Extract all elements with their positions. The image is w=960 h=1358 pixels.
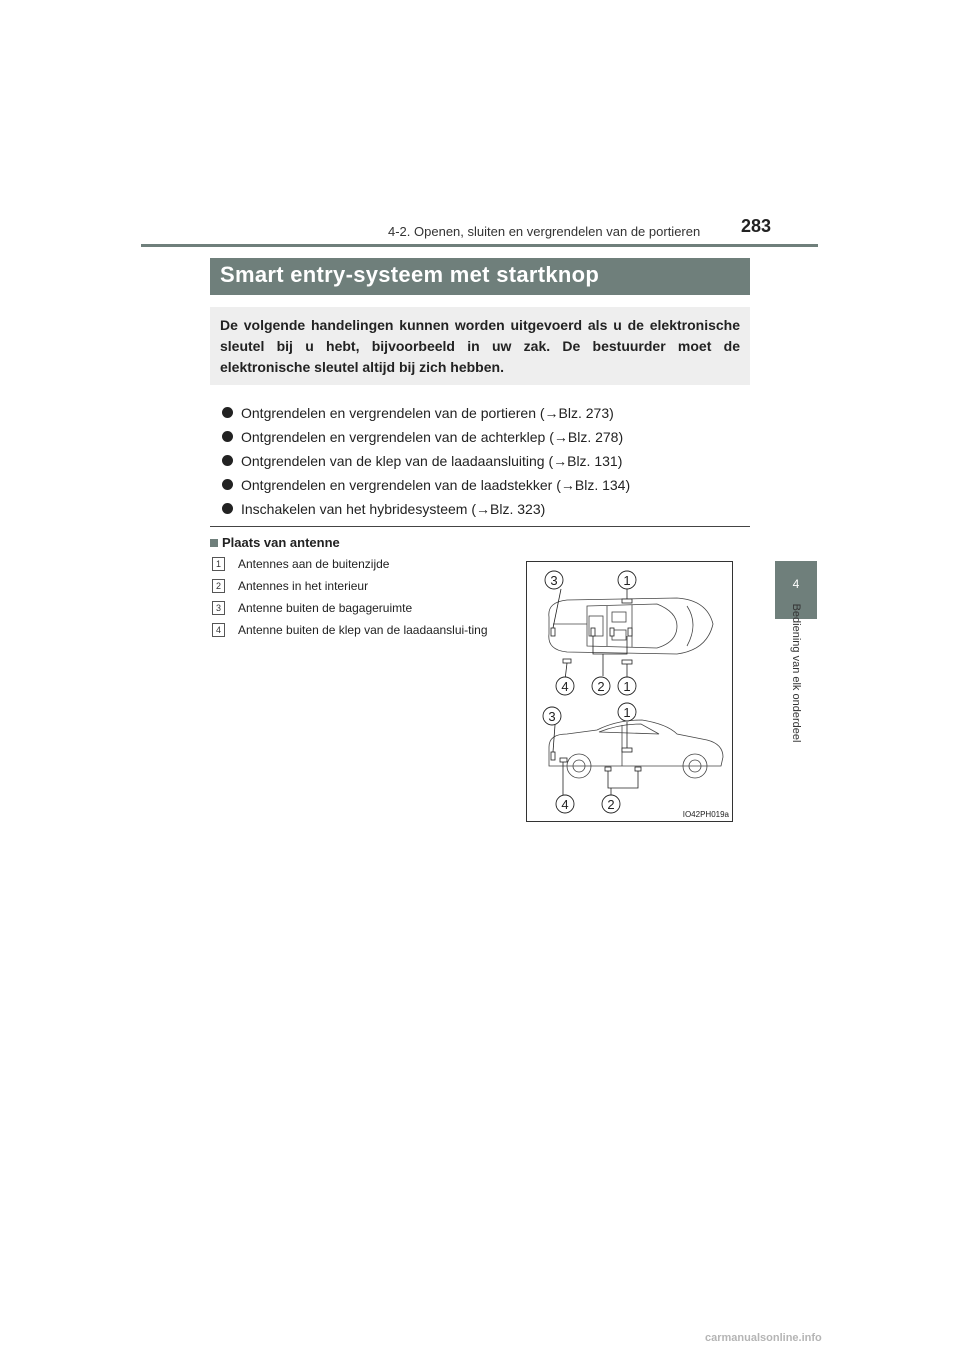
bullet-icon [222, 455, 233, 466]
callout-label: 3 [548, 709, 556, 724]
watermark: carmanualsonline.info [705, 1332, 822, 1344]
callout-2 [592, 677, 610, 695]
section-title-bar [210, 258, 750, 295]
header-divider [141, 244, 818, 247]
list-item [222, 449, 742, 473]
intro-box [210, 307, 750, 385]
section-title: Smart entry-systeem met startknop [220, 262, 600, 287]
callout-1 [618, 677, 636, 695]
callout-label: 4 [561, 679, 569, 694]
chapter-title: Bediening van elk onderdeel [790, 603, 802, 743]
bullet-icon [222, 503, 233, 514]
callout-label: 2 [597, 679, 605, 694]
section-divider [210, 526, 750, 527]
list-item [222, 473, 742, 497]
list-item [222, 497, 742, 521]
bullet-icon [222, 407, 233, 418]
subsection-heading [210, 535, 340, 550]
car-top-view [549, 598, 713, 654]
feature-list [222, 401, 742, 521]
callout-1 [618, 571, 636, 589]
antenna-location-figure [526, 561, 733, 822]
legend-number: 3 [212, 601, 225, 615]
legend-item [212, 557, 507, 571]
callout-2 [602, 795, 620, 813]
intro-text: De volgende handelingen kunnen worden uitgevoerd als u de elektronische sleutel bij u hebt, bijvoorbeeld in uw zak. De bestuurder moet de elektronische sleutel altijd bij zich hebben. [220, 317, 740, 375]
callout-3 [545, 571, 563, 589]
subsection-heading-text: Plaats van antenne [222, 535, 340, 550]
list-item-text: Ontgrendelen en vergrendelen van de achterklep (→Blz. 278) [241, 429, 624, 445]
legend-text: Antenne buiten de bagageruimte [238, 601, 413, 615]
callout-3 [543, 707, 561, 725]
list-item-text: Inschakelen van het hybridesysteem (→Blz. 323) [241, 501, 546, 517]
chapter-tab: 4 [775, 561, 817, 619]
antenna-markers-side [551, 748, 641, 771]
bullet-icon [222, 479, 233, 490]
legend-item [212, 601, 507, 615]
callout-4 [556, 677, 574, 695]
legend-number: 4 [212, 623, 225, 637]
car-diagram [527, 562, 732, 821]
legend-text: Antennes in het interieur [238, 579, 369, 593]
callout-1 [618, 703, 636, 721]
figure-code: IO42PH019a [682, 810, 729, 819]
list-item [222, 401, 742, 425]
antenna-legend [212, 557, 507, 645]
list-item [222, 425, 742, 449]
legend-text: Antennes aan de buitenzijde [238, 557, 390, 571]
legend-text: Antenne buiten de klep van de laadaanslui-ting [238, 623, 488, 637]
list-item-text: Ontgrendelen van de klep van de laadaansluiting (→Blz. 131) [241, 453, 623, 469]
legend-number: 1 [212, 557, 225, 571]
legend-item [212, 623, 507, 637]
callout-label: 2 [607, 797, 615, 812]
legend-item [212, 579, 507, 593]
page-number: 283 [741, 216, 772, 236]
bullet-icon [222, 431, 233, 442]
callout-4 [556, 795, 574, 813]
callout-label: 1 [623, 573, 631, 588]
list-item-text: Ontgrendelen en vergrendelen van de portieren (→Blz. 273) [241, 405, 614, 421]
chapter-tab-label [775, 603, 817, 763]
legend-number: 2 [212, 579, 225, 593]
square-bullet-icon [210, 539, 218, 547]
callout-label: 1 [623, 679, 631, 694]
list-item-text: Ontgrendelen en vergrendelen van de laadstekker (→Blz. 134) [241, 477, 631, 493]
callout-label: 1 [623, 705, 631, 720]
callout-label: 3 [550, 573, 558, 588]
callout-label: 4 [561, 797, 569, 812]
header-section-title: 4-2. Openen, sluiten en vergrendelen van de portieren [388, 224, 701, 239]
